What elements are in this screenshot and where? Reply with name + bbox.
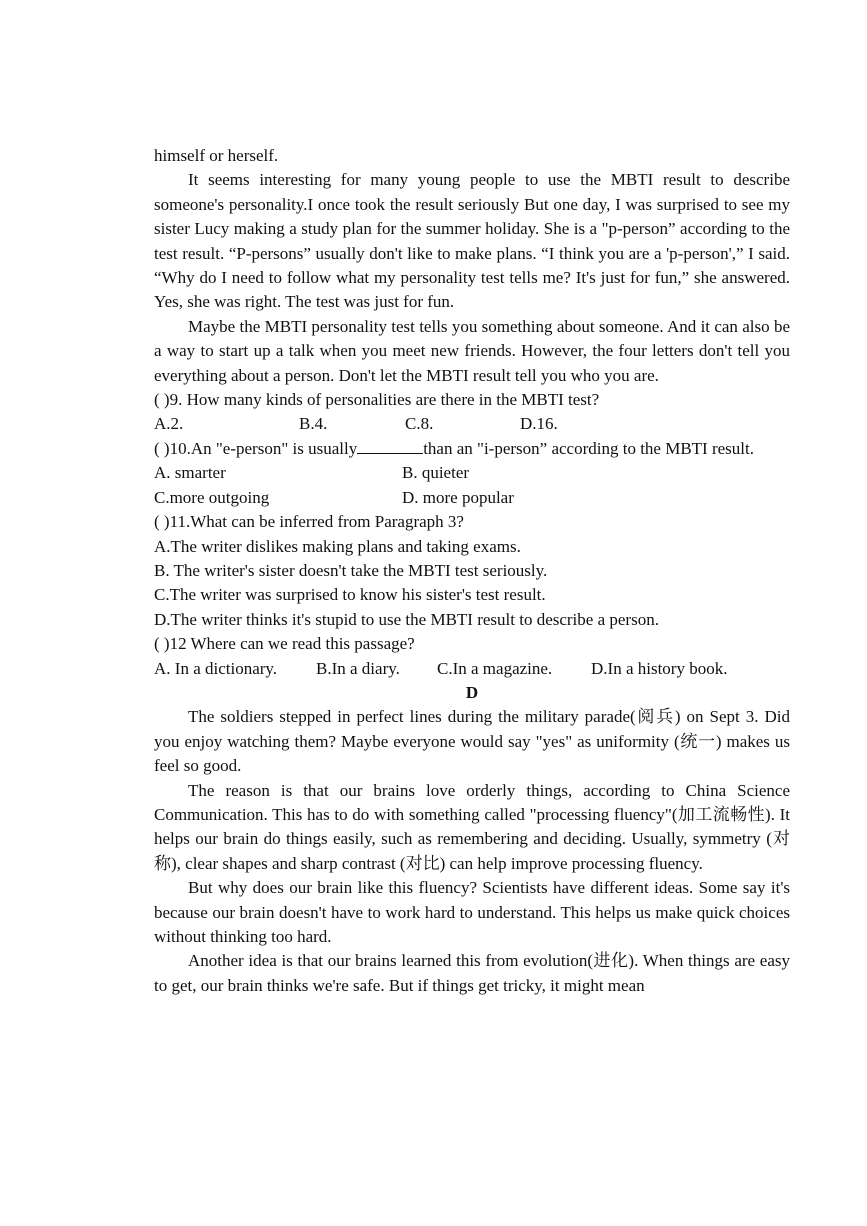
question-12-options [154,657,790,681]
question-12-stem: ( )12 Where can we read this passage? [154,634,415,654]
answer-blank [357,438,423,454]
question-12-option-c: C.In a magazine. [437,658,553,678]
paragraph-d-1: The soldiers stepped in perfect lines during the military parade(阅兵) on Sept 3. Did you enjoy watching them? Maybe everyone would say "yes" as uniformity (统一) makes us feel so good. [154,707,790,776]
question-11-option-c: C.The writer was surprised to know his sister's test result. [154,585,546,605]
paragraph-continuation: himself or herself. [154,146,279,165]
paragraph-d-2: The reason is that our brains love orderly things, according to China Science Communication. This has to do with something called "processing fluency"(加工流畅性). It helps our brain do things easily, such as remembering and deciding. Usually, symmetry (对称), clear shapes and sharp contrast (对比) can help improve processing fluency. [154,780,790,873]
reading-passage [154,144,790,998]
question-10-options-row-2 [154,486,790,510]
paragraph-c-3: Maybe the MBTI personality test tells you something about someone. And it can also be a way to start up a talk when you meet new friends. However, the four letters don't tell you everything about a person. Don't let the MBTI result tell you who you are. [154,316,790,385]
paragraph-d-3: But why does our brain like this fluency? Scientists have different ideas. Some say it's because our brain doesn't have to work hard to understand. This helps us make quick choices without thinking too hard. [154,878,790,946]
question-10-stem-before: ( )10.An "e-person" is usually [154,438,358,458]
question-9-option-d: D.16. [520,414,558,434]
section-d-heading: D [465,682,479,702]
question-11-option-d: D.The writer thinks it's stupid to use the MBTI result to describe a person. [154,609,659,629]
question-12-option-b: B.In a diary. [316,658,400,678]
question-10-option-b: B. quieter [402,463,470,483]
question-10-stem [154,437,790,461]
question-10-options-row-1 [154,461,790,485]
question-11-option-b: B. The writer's sister doesn't take the MBTI test seriously. [154,560,548,580]
question-9-option-a: A.2. [154,414,184,434]
question-10-stem-after: than an "i-person” according to the MBTI result. [423,438,754,458]
question-11-option-a: A.The writer dislikes making plans and taking exams. [154,536,521,556]
question-9-options [154,412,790,436]
question-10-option-c: C.more outgoing [154,487,270,507]
question-10-option-a: A. smarter [154,463,226,483]
question-10-option-d: D. more popular [402,487,514,507]
question-12-option-a: A. In a dictionary. [154,658,278,678]
question-9-option-c: C.8. [405,414,434,434]
question-12-option-d: D.In a history book. [591,658,728,678]
question-11-stem: ( )11.What can be inferred from Paragraph 3? [154,512,464,532]
question-9-option-b: B.4. [299,414,328,434]
question-9-stem: ( )9. How many kinds of personalities are there in the MBTI test? [154,390,600,410]
paragraph-d-4: Another idea is that our brains learned this from evolution(进化). When things are easy to get, our brain thinks we're safe. But if things get tricky, it might mean [154,951,790,995]
paragraph-c-2: It seems interesting for many young people to use the MBTI result to describe someone's personality.I once took the result seriously But one day, I was surprised to see my sister Lucy making a study plan for the summer holiday. She is a "p-person” according to the test result. “P-persons” usually don't like to make plans. “I think you are a 'p-person',” I said. “Why do I need to follow what my personality test tells me? It's just for fun,” she answered. Yes, she was right. The test was just for fun. [154,170,790,312]
